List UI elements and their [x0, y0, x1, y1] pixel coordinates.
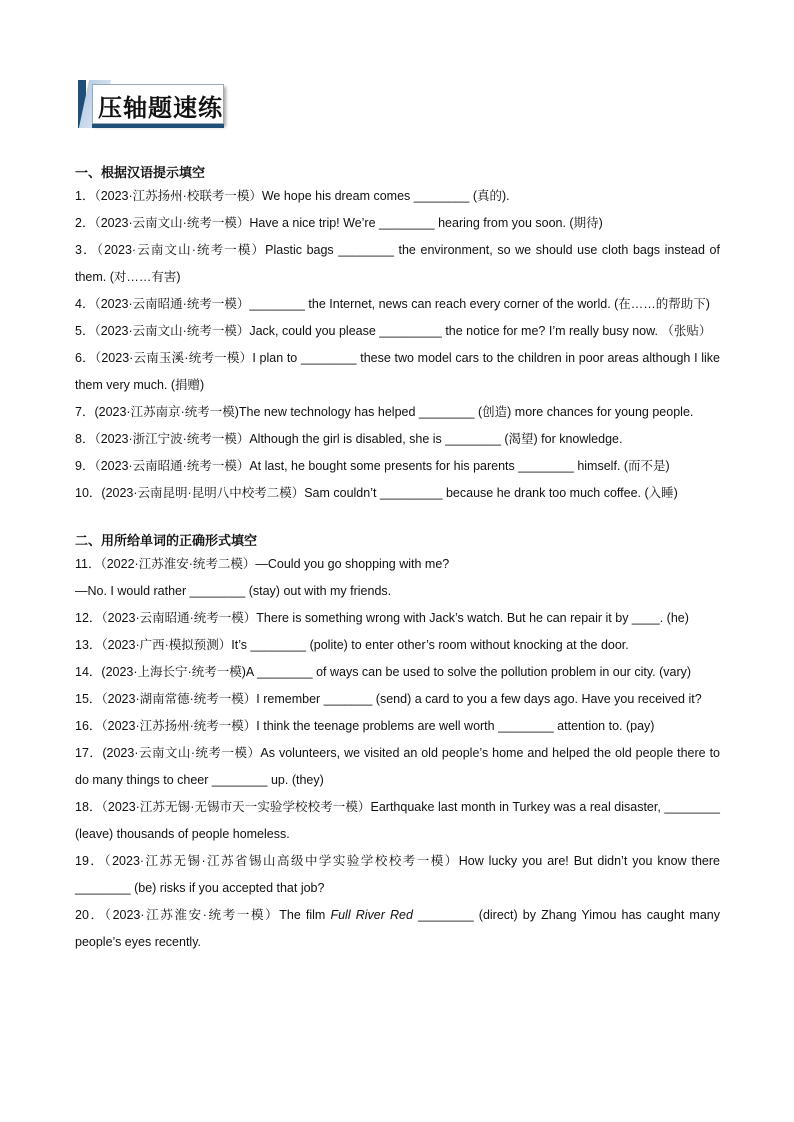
question-item: 1．（2023·江苏扬州·校联考一模）We hope his dream comes ________ (真的). [75, 189, 510, 203]
question-item: 2．（2023·云南文山·统考一模）Have a nice trip! We’re ________ hearing from you soon. (期待) [75, 216, 603, 230]
question-item [75, 902, 720, 956]
question-item: 17．(2023·云南文山·统考一模）As volunteers, we visited an old people’s home and helped the old people there to do many things to cheer ________ up. (they) [75, 746, 720, 787]
question-item: 3．（2023·云南文山·统考一模）Plastic bags ________ the environment, so we should use cloth bags instead of them. (对……有害) [75, 243, 720, 284]
question-item: 14．(2023·上海长宁·统考一模)A ________ of ways can be used to solve the pollution problem in our city. (vary) [75, 665, 692, 679]
question-prefix: 20．（2023·江苏淮安·统考一模）The film [75, 908, 331, 922]
question-item: 15．（2023·湖南常德·统考一模）I remember _______ (send) a card to you a few days ago. Have you received it? [75, 692, 702, 706]
question-item: 13．（2023·广西·模拟预测）It’s ________ (polite) to enter other’s room without knocking at the door. [75, 638, 629, 652]
section-banner [78, 80, 224, 128]
film-title: Full River Red [330, 908, 413, 922]
worksheet-content [75, 163, 720, 956]
question-item: 19．（2023·江苏无锡·江苏省锡山高级中学实验学校校考一模）How lucky you are! But didn’t you know there ________ (be) risks if you accepted that job? [75, 854, 720, 895]
question-item: 5．（2023·云南文山·统考一模）Jack, could you please _________ the notice for me? I’m really busy now. （张贴） [75, 324, 712, 338]
question-item: 8．（2023·浙江宁波·统考一模）Although the girl is disabled, she is ________ (渴望) for knowledge. [75, 432, 623, 446]
question-item: —No. I would rather ________ (stay) out with my friends. [75, 584, 392, 598]
section-heading: 一、根据汉语提示填空 [75, 165, 206, 180]
question-item: 6．（2023·云南玉溪·统考一模）I plan to ________ these two model cars to the children in poor areas although I like them very much. (捐赠) [75, 351, 720, 392]
question-item: 4．（2023·云南昭通·统考一模）________ the Internet, news can reach every corner of the world. (在……的帮助下) [75, 297, 710, 311]
section-heading: 二、用所给单词的正确形式填空 [75, 533, 258, 548]
question-item: 16．（2023·江苏扬州·统考一模）I think the teenage problems are well worth ________ attention to. (pay) [75, 719, 655, 733]
question-suffix: ________ (direct) by Zhang Yimou has caught many people’s eyes recently. [75, 908, 720, 949]
question-item: 11．（2022·江苏淮安·统考二模）—Could you go shopping with me? [75, 557, 450, 571]
question-item: 7．(2023·江苏南京·统考一模)The new technology has helped ________ (创造) more chances for young people. [75, 405, 694, 419]
question-item: 18．（2023·江苏无锡·无锡市天一实验学校校考一模）Earthquake last month in Turkey was a real disaster, ________ (leave) thousands of people homeless. [75, 800, 720, 841]
question-item: 9．（2023·云南昭通·统考一模）At last, he bought some presents for his parents ________ himself. (而不是) [75, 459, 670, 473]
question-item: 10．(2023·云南昆明·昆明八中校考二模）Sam couldn’t _________ because he drank too much coffee. (入睡) [75, 486, 678, 500]
banner-title: 压轴题速练 [98, 94, 223, 122]
question-item: 12．（2023·云南昭通·统考一模）There is something wrong with Jack’s watch. But he can repair it by ____. (he) [75, 611, 689, 625]
banner-underline [92, 124, 224, 128]
